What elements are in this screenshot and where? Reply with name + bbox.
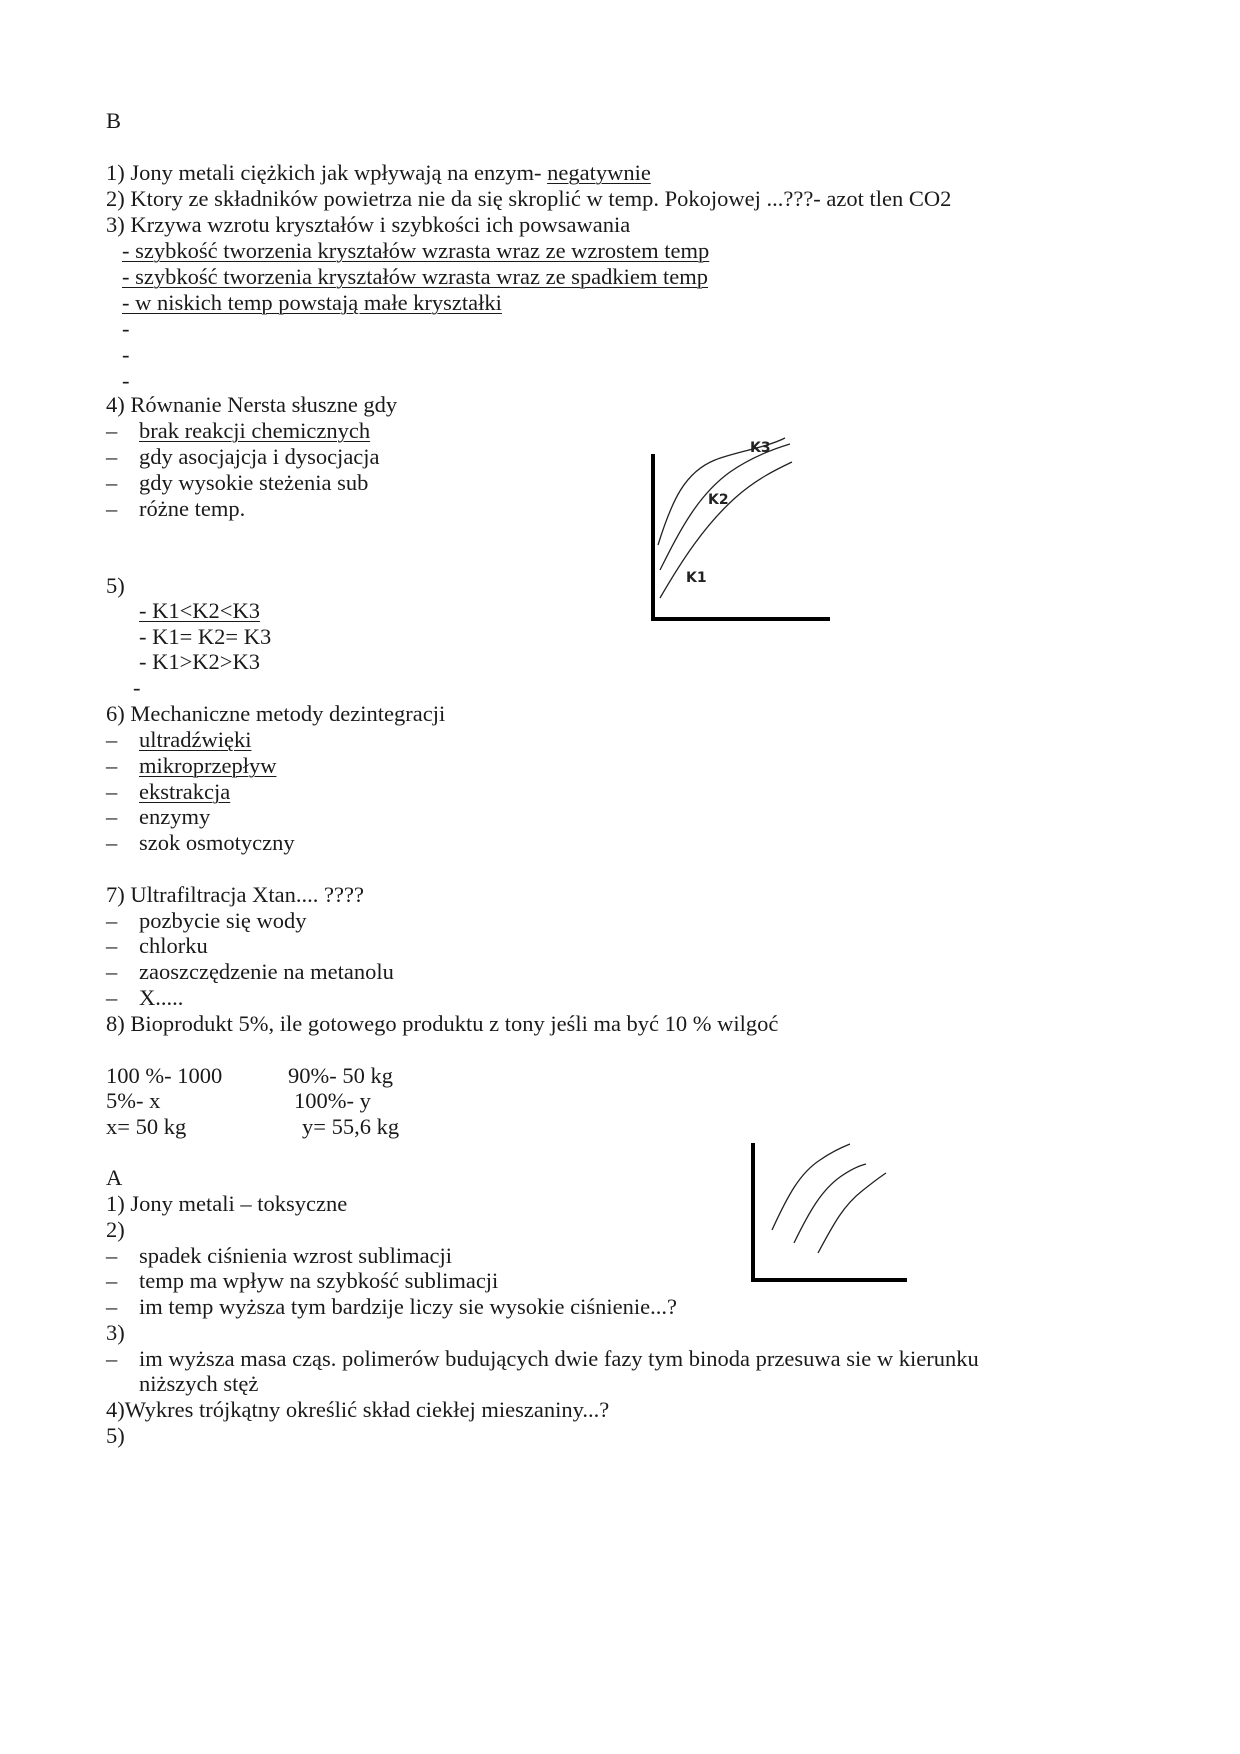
b-q6-option-3: ekstrakcja	[139, 779, 231, 804]
b-question-6: 6) Mechaniczne metody dezintegracji	[106, 701, 446, 726]
b-q6-option-2: mikroprzepływ	[139, 753, 277, 778]
b-q7-dash-4: –	[106, 985, 118, 1010]
a-question-1: 1) Jony metali – toksyczne	[106, 1191, 348, 1216]
b-q3-option-3: - w niskich temp powstają małe kryształki	[122, 290, 502, 315]
b-q5-option-3: - K1>K2>K3	[139, 649, 260, 674]
b-q1-answer: negatywnie	[547, 160, 651, 185]
b-q8-calc-right-2: 100%- y	[294, 1088, 371, 1113]
section-a-heading: A	[106, 1165, 123, 1190]
b-q7-option-3: zaoszczędzenie na metanolu	[139, 959, 394, 984]
label-k1: K1	[686, 570, 707, 586]
b-q4-option-3: gdy wysokie steżenia sub	[139, 470, 369, 495]
b-q6-dash-5: –	[106, 830, 118, 855]
b-q8-calc-right-1: 90%- 50 kg	[288, 1063, 393, 1088]
b-question-5: 5)	[106, 573, 125, 598]
a-question-5: 5)	[106, 1423, 125, 1448]
b-q6-dash-3: –	[106, 779, 118, 804]
a-q3-dash-1: –	[106, 1346, 118, 1371]
b-q7-option-2: chlorku	[139, 933, 208, 958]
a-question-3: 3)	[106, 1320, 125, 1345]
a-q2-option-3: im temp wyższa tym bardzije liczy sie wysokie ciśnienie...?	[139, 1294, 677, 1319]
b-question-1	[106, 158, 651, 187]
b-question-8: 8) Bioprodukt 5%, ile gotowego produktu z tony jeśli ma być 10 % wilgoć	[106, 1011, 779, 1036]
b-q7-dash-2: –	[106, 933, 118, 958]
b-q4-option-1: brak reakcji chemicznych	[139, 418, 371, 443]
a-question-4: 4)Wykres trójkątny określić skład ciekłej mieszaniny...?	[106, 1397, 610, 1422]
b-q8-calc-left-3: x= 50 kg	[106, 1114, 187, 1139]
b-q3-option-2: - szybkość tworzenia kryształów wzrasta wraz ze spadkiem temp	[122, 264, 709, 289]
label-k3: K3	[750, 440, 771, 456]
b-q6-option-5: szok osmotyczny	[139, 830, 295, 855]
graph2-curve-3	[818, 1173, 886, 1253]
crystal-curves-graph	[640, 430, 840, 630]
b-q4-dash-4: –	[106, 496, 118, 521]
a-q2-dash-3: –	[106, 1294, 118, 1319]
b-q4-option-4: różne temp.	[139, 496, 246, 521]
a-q3-option-1: im wyższa masa cząs. polimerów budujących dwie fazy tym binoda przesuwa sie w kierunku	[139, 1346, 979, 1371]
b-q4-option-2: gdy asocjajcja i dysocjacja	[139, 444, 380, 469]
b-q6-option-4: enzymy	[139, 804, 211, 829]
b-q1-text: 1) Jony metali ciężkich jak wpływają na enzym-	[106, 160, 548, 185]
a-question-2: 2)	[106, 1217, 125, 1242]
a-q3-option-1-continuation: niższych stęż	[139, 1371, 259, 1396]
b-q4-dash-3: –	[106, 470, 118, 495]
a-q2-dash-2: –	[106, 1268, 118, 1293]
label-k2: K2	[708, 492, 729, 508]
b-q6-option-1: ultradźwięki	[139, 727, 252, 752]
curve-k1	[660, 462, 792, 598]
b-q3-option-1: - szybkość tworzenia kryształów wzrasta wraz ze wzrostem temp	[122, 238, 710, 263]
b-q5-option-2: - K1= K2= K3	[139, 624, 272, 649]
b-q3-blank-2: -	[122, 342, 130, 367]
b-q6-dash-4: –	[106, 804, 118, 829]
b-q7-option-1: pozbycie się wody	[139, 908, 307, 933]
b-q5-blank: -	[133, 675, 141, 700]
b-question-4: 4) Równanie Nersta słuszne gdy	[106, 392, 398, 417]
b-q4-dash-2: –	[106, 444, 118, 469]
b-q5-option-1: - K1<K2<K3	[139, 598, 260, 623]
b-q3-blank-3: -	[122, 368, 130, 393]
b-q4-dash-1: –	[106, 418, 118, 443]
b-q6-dash-1: –	[106, 727, 118, 752]
b-q3-blank-1: -	[122, 316, 130, 341]
section-b-heading: B	[106, 108, 122, 133]
b-q8-calc-left-1: 100 %- 1000	[106, 1063, 223, 1088]
b-question-2: 2) Ktory ze składników powietrza nie da się skroplić w temp. Pokojowej ...???- azot tlen CO2	[106, 186, 952, 211]
a-q2-option-2: temp ma wpływ na szybkość sublimacji	[139, 1268, 499, 1293]
b-q6-dash-2: –	[106, 753, 118, 778]
binodal-curves-graph	[740, 1135, 920, 1295]
b-q7-dash-3: –	[106, 959, 118, 984]
b-q8-calc-right-3: y= 55,6 kg	[302, 1114, 400, 1139]
a-q2-dash-1: –	[106, 1243, 118, 1268]
a-q2-option-1: spadek ciśnienia wzrost sublimacji	[139, 1243, 453, 1268]
b-q7-dash-1: –	[106, 908, 118, 933]
b-q8-calc-left-2: 5%- x	[106, 1088, 161, 1113]
b-q7-option-4: X.....	[139, 985, 184, 1010]
b-question-3: 3) Krzywa wzrotu kryształów i szybkości ich powsawania	[106, 212, 631, 237]
b-question-7: 7) Ultrafiltracja Xtan.... ????	[106, 882, 364, 907]
